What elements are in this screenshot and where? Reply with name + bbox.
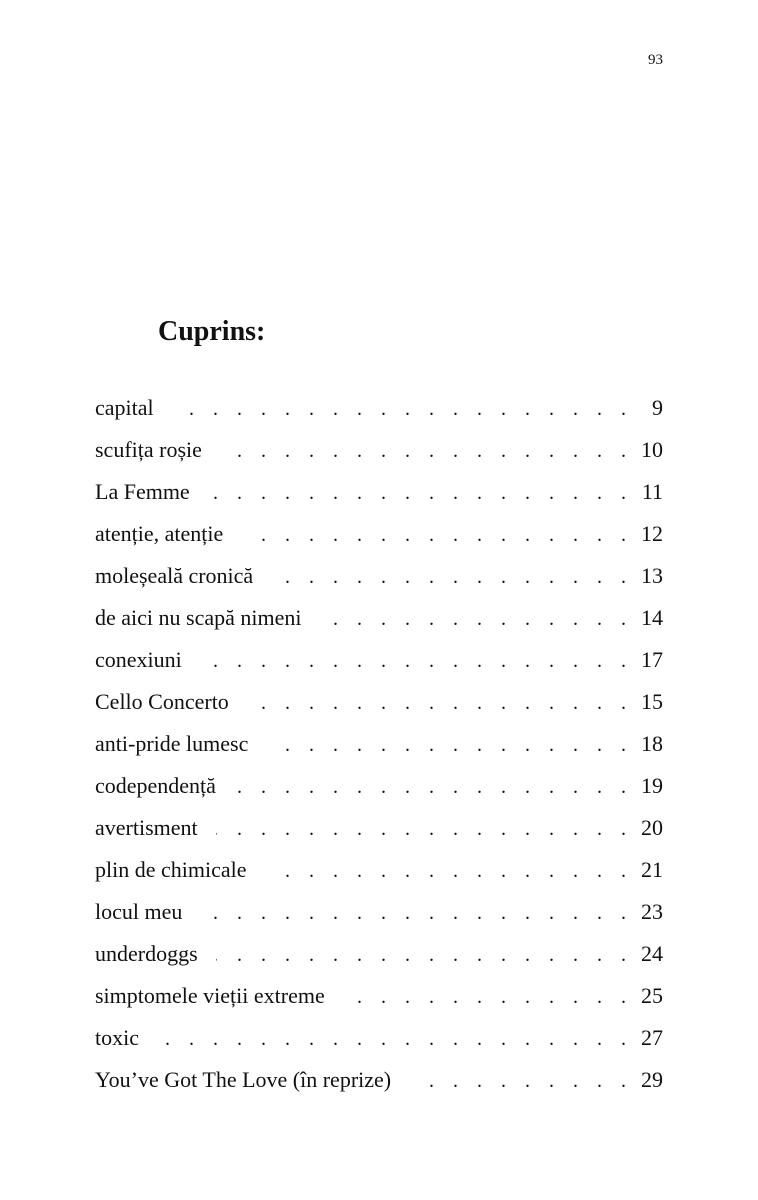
- dot-leader: [216, 814, 633, 844]
- toc-entry-title: scufița roșie: [95, 437, 202, 462]
- toc-entry-page: 10: [641, 437, 663, 462]
- toc-entry-title: You’ve Got The Love (în reprize): [95, 1067, 392, 1092]
- dot-leader: [172, 394, 633, 424]
- toc-list: [95, 393, 663, 1107]
- toc-entry-title: simptomele vieții extreme: [95, 983, 325, 1008]
- toc-entry: [95, 813, 663, 855]
- dot-leader: [200, 646, 633, 676]
- toc-entry: [95, 561, 663, 603]
- dot-leader: [157, 1024, 633, 1054]
- dot-leader: [220, 436, 633, 466]
- dot-leader: [266, 730, 633, 760]
- toc-entry-title: conexiuni: [95, 647, 182, 672]
- toc-entry: [95, 1023, 663, 1065]
- toc-entry: [95, 855, 663, 897]
- toc-entry-page: 11: [641, 479, 663, 504]
- dot-leader: [234, 772, 633, 802]
- toc-entry-page: 29: [641, 1067, 663, 1092]
- toc-entry-title: Cello Concerto: [95, 689, 229, 714]
- dot-leader: [319, 604, 633, 634]
- toc-entry: [95, 477, 663, 519]
- dot-leader: [265, 856, 634, 886]
- toc-entry-page: 23: [641, 899, 663, 924]
- page-number: 93: [648, 52, 663, 68]
- toc-entry-page: 24: [641, 941, 663, 966]
- toc-entry-page: 27: [641, 1025, 663, 1050]
- toc-entry-page: 20: [641, 815, 663, 840]
- toc-entry-page: 17: [641, 647, 663, 672]
- toc-entry-title: atenție, atenție: [95, 521, 224, 546]
- dot-leader: [241, 520, 633, 550]
- toc-entry-title: La Femme: [95, 479, 190, 504]
- dot-leader: [208, 478, 633, 508]
- toc-entry-title: plin de chimicale: [95, 857, 247, 882]
- toc-entry: [95, 771, 663, 813]
- toc-entry-page: 19: [641, 773, 663, 798]
- toc-entry: [95, 939, 663, 981]
- dot-leader: [409, 1066, 633, 1096]
- toc-entry: [95, 729, 663, 771]
- toc-entry-title: anti-pride lumesc: [95, 731, 249, 756]
- toc-entry-page: 14: [641, 605, 663, 630]
- toc-entry-page: 15: [641, 689, 663, 714]
- toc-entry: [95, 897, 663, 939]
- toc-entry-title: moleșeală cronică: [95, 563, 254, 588]
- toc-entry: [95, 645, 663, 687]
- toc-entry: [95, 435, 663, 477]
- toc-entry-title: underdoggs: [95, 941, 198, 966]
- toc-entry-page: 18: [641, 731, 663, 756]
- dot-leader: [343, 982, 633, 1012]
- toc-entry: [95, 519, 663, 561]
- toc-title: Cuprins:: [158, 316, 266, 347]
- toc-entry: [95, 981, 663, 1023]
- toc-entry-title: de aici nu scapă nimeni: [95, 605, 302, 630]
- toc-entry-page: 25: [641, 983, 663, 1008]
- dot-leader: [216, 940, 633, 970]
- toc-entry: [95, 603, 663, 645]
- toc-entry-title: codependență: [95, 773, 216, 798]
- toc-entry-title: locul meu: [95, 899, 183, 924]
- toc-entry: [95, 687, 663, 729]
- dot-leader: [271, 562, 633, 592]
- toc-entry-page: 12: [641, 521, 663, 546]
- dot-leader: [200, 898, 633, 928]
- toc-entry: [95, 1065, 663, 1107]
- toc-entry-title: toxic: [95, 1025, 139, 1050]
- toc-entry-page: 21: [641, 857, 663, 882]
- toc-entry-title: avertisment: [95, 815, 198, 840]
- toc-entry-title: capital: [95, 395, 154, 420]
- toc-entry-page: 13: [641, 563, 663, 588]
- toc-entry-page: 9: [652, 395, 663, 420]
- dot-leader: [247, 688, 633, 718]
- toc-entry: [95, 393, 663, 435]
